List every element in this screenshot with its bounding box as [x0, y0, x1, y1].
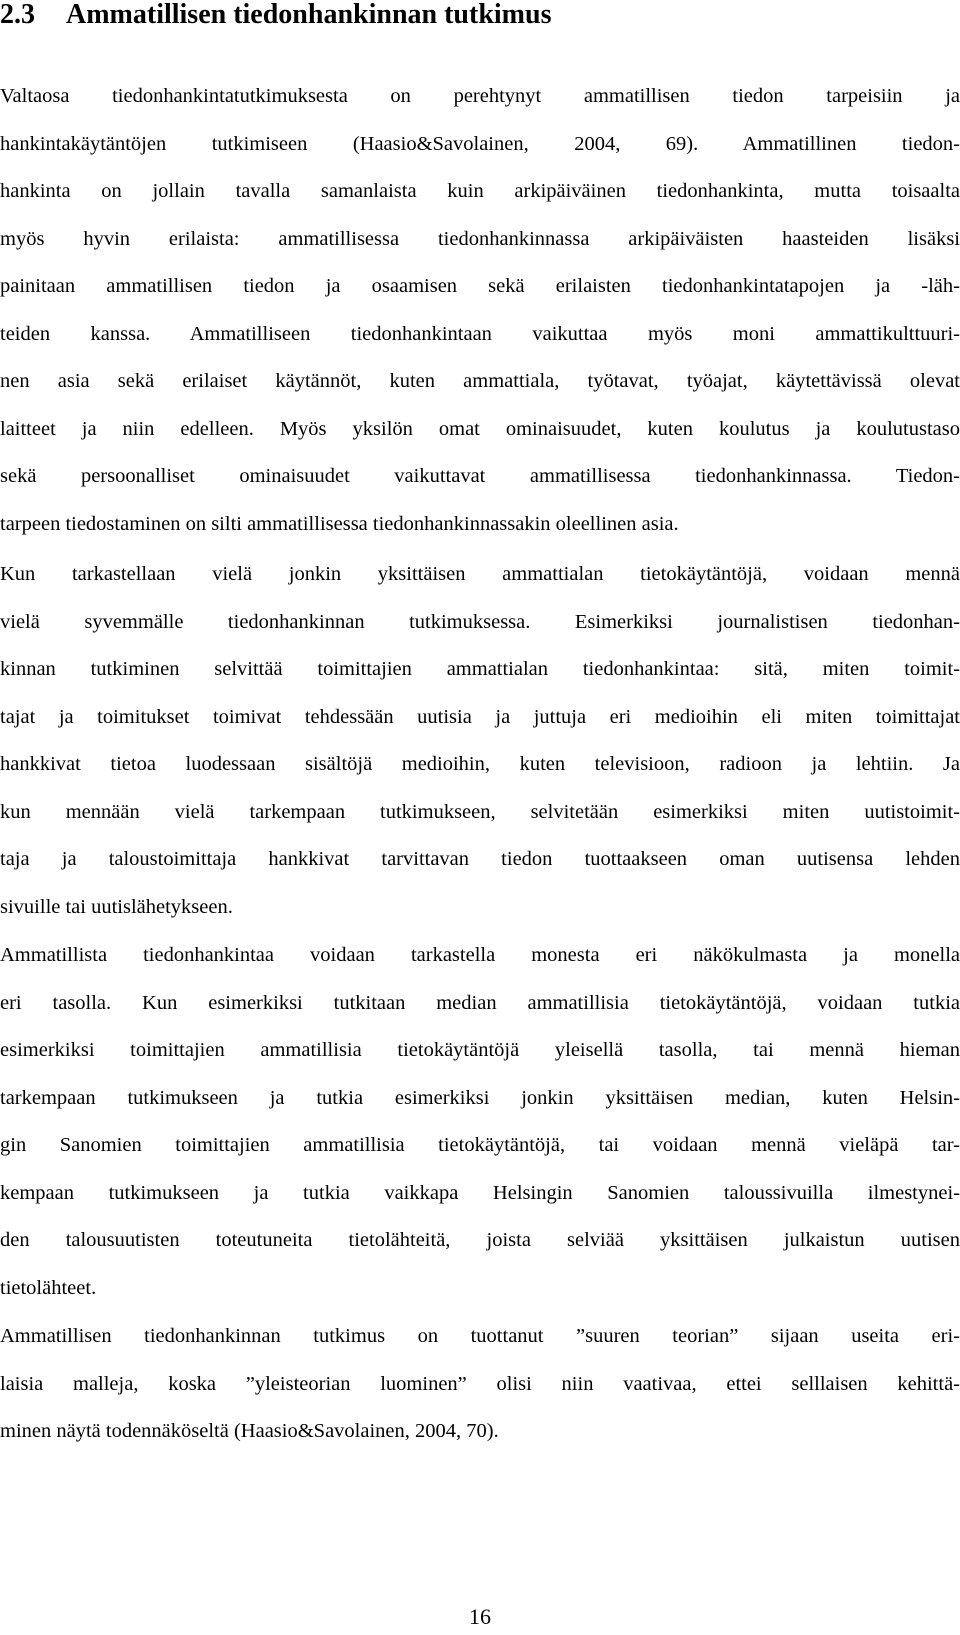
- paragraph-line: nen asia sekä erilaiset käytännöt, kuten ammattiala, työtavat, työajat, käytettävissä olevat: [0, 370, 960, 392]
- paragraph-line: minen näytä todennäköseltä (Haasio&Savolainen, 2004, 70).: [0, 1420, 499, 1442]
- paragraph-line: Ammatillisen tiedonhankinnan tutkimus on tuottanut ”suuren teorian” sijaan useita eri-: [0, 1325, 960, 1347]
- paragraph-line: sekä persoonalliset ominaisuudet vaikuttavat ammatillisessa tiedonhankinnassa. Tiedon-: [0, 465, 960, 487]
- paragraph-line: hankintakäytäntöjen tutkimiseen (Haasio&Savolainen, 2004, 69). Ammatillinen tiedon-: [0, 132, 960, 155]
- paragraph-3: [0, 932, 960, 1312]
- paragraph-line: vielä syvemmälle tiedonhankinnan tutkimuksessa. Esimerkiksi journalistisen tiedonhan-: [0, 610, 960, 633]
- paragraph-1: [0, 73, 960, 548]
- section-heading: [0, 0, 960, 30]
- page-number: 16: [469, 1604, 491, 1629]
- paragraph-line: hankinta on jollain tavalla samanlaista kuin arkipäiväinen tiedonhankinta, mutta toisaalta: [0, 180, 960, 202]
- paragraph-line: taja ja taloustoimittaja hankkivat tarvittavan tiedon tuottaakseen oman uutisensa lehden: [0, 848, 960, 870]
- paragraph-line: Kun tarkastellaan vielä jonkin yksittäisen ammattialan tietokäytäntöjä, voidaan mennä: [0, 563, 960, 585]
- paragraph-line: Ammatillista tiedonhankintaa voidaan tarkastella monesta eri näkökulmasta ja monella: [0, 944, 960, 966]
- paragraph-line: esimerkiksi toimittajien ammatillisia tietokäytäntöjä yleisellä tasolla, tai mennä hieman: [0, 1039, 960, 1061]
- paragraph-line: Valtaosa tiedonhankintatutkimuksesta on perehtynyt ammatillisen tiedon tarpeisiin ja: [0, 85, 960, 107]
- paragraph-2: [0, 551, 960, 931]
- paragraph-line: tarkempaan tutkimukseen ja tutkia esimerkiksi jonkin yksittäisen median, kuten Helsin-: [0, 1086, 960, 1109]
- paragraph-line: tietolähteet.: [0, 1276, 97, 1299]
- paragraph-line: laisia malleja, koska ”yleisteorian luominen” olisi niin vaativaa, ettei selllaisen kehittä-: [0, 1372, 960, 1395]
- paragraph-line: gin Sanomien toimittajien ammatillisia tietokäytäntöjä, tai voidaan mennä vieläpä tar-: [0, 1134, 960, 1156]
- paragraph-line: myös hyvin erilaista: ammatillisessa tiedonhankinnassa arkipäiväisten haasteiden lisäksi: [0, 227, 960, 250]
- paragraph-line: kinnan tutkiminen selvittää toimittajien ammattialan tiedonhankintaa: sitä, miten toimit-: [0, 658, 960, 680]
- paragraph-line: teiden kanssa. Ammatilliseen tiedonhankintaan vaikuttaa myös moni ammattikulttuuri-: [0, 322, 960, 345]
- paragraph-4: [0, 1313, 960, 1456]
- paragraph-line: painitaan ammatillisen tiedon ja osaamisen sekä erilaisten tiedonhankintatapojen ja -läh-: [0, 275, 960, 297]
- paragraph-line: tajat ja toimitukset toimivat tehdessään uutisia ja juttuja eri medioihin eli miten toimittajat: [0, 705, 960, 728]
- paragraph-line: tarpeen tiedostaminen on silti ammatillisessa tiedonhankinnassakin oleellinen asia.: [0, 512, 679, 535]
- paragraph-line: kempaan tutkimukseen ja tutkia vaikkapa Helsingin Sanomien taloussivuilla ilmestynei-: [0, 1181, 960, 1204]
- paragraph-line: sivuille tai uutislähetykseen.: [0, 895, 233, 918]
- paragraph-line: kun mennään vielä tarkempaan tutkimukseen, selvitetään esimerkiksi miten uutistoimit-: [0, 800, 960, 823]
- section-title: Ammatillisen tiedonhankinnan tutkimus: [66, 0, 552, 30]
- section-number: 2.3: [0, 0, 35, 30]
- paragraph-line: eri tasolla. Kun esimerkiksi tutkitaan median ammatillisia tietokäytäntöjä, voidaan tutkia: [0, 991, 960, 1014]
- paragraph-line: hankkivat tietoa luodessaan sisältöjä medioihin, kuten televisioon, radioon ja lehtiin. Ja: [0, 753, 960, 775]
- paragraph-line: den talousuutisten toteutuneita tietolähteitä, joista selviää yksittäisen julkaistun uutisen: [0, 1229, 960, 1251]
- paragraph-line: laitteet ja niin edelleen. Myös yksilön omat ominaisuudet, kuten koulutus ja koulutustaso: [0, 417, 960, 440]
